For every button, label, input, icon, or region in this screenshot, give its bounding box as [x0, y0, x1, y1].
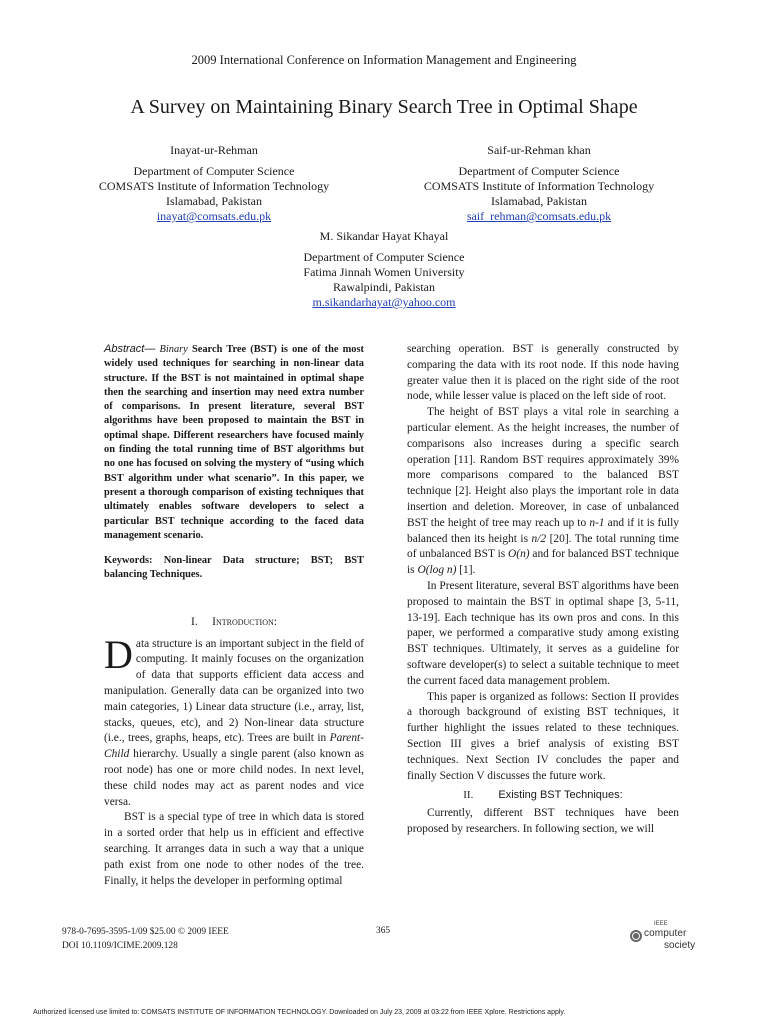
author-dept: Department of Computer Science — [458, 164, 620, 178]
author-email-link[interactable]: saif_rehman@comsats.edu.pk — [466, 209, 612, 223]
author-institute: COMSATS Institute of Information Technology — [423, 179, 655, 193]
text: [1]. — [459, 564, 476, 577]
text: and for balanced BST technique is — [407, 548, 679, 577]
section-title: Existing BST Techniques: — [498, 789, 623, 802]
section-heading-1 — [104, 615, 364, 631]
text: The height of BST plays a vital role in searching a particular element. As the height increases, the number of comparisons also increases during a specific search operation [11]. Random BST requires approximately 39% more comparisons compared to the balanced BST technique [2]. Height also plays the important role in data insertion and deletion. Moreover, in case of unbalanced BST the height of tree may reach up to — [407, 406, 679, 529]
section-number: II. — [463, 789, 474, 802]
doi-line: DOI 10.1109/ICIME.2009.128 — [62, 941, 178, 951]
right-paragraph-0: searching operation. BST is generally constructed by comparing the data with its root node. If this node having greater value then it is placed on the right side of the root node, while lesser value is placed on the left side of root. — [407, 343, 679, 403]
author-city: Islamabad, Pakistan — [166, 194, 262, 208]
footer-left — [62, 925, 229, 953]
intro-text: ata structure is an important subject in the field of computing. It mainly focuses on the organization of data that supports efficient data access and manipulation. Generally data can be organized into two main categories, 1) Linear data structure (i.e., array, list, stacks, queues, etc), and 2) Non-linear data structure (i.e., trees, graphs, heaps, etc). Trees are built in — [104, 637, 364, 745]
math-ologn: O(log n) — [417, 564, 457, 577]
author-name: M. Sikandar Hayat Khayal — [319, 229, 449, 243]
author-block-1 — [96, 143, 332, 224]
right-paragraph-2: In Present literature, several BST algorithms have been proposed to maintain the BST in optimal shape [3, 5-11, 13-19]. Each technique has its own pros and cons. In this paper, we performed a comparative study among existing BST techniques. Ultimately, it serves as a guideline for software developer(s) to select a suitable technique to meet the current faced data management problem. — [407, 579, 679, 687]
author-city: Rawalpindi, Pakistan — [333, 280, 435, 294]
text: [20]. The total running time of unbalanced BST is — [407, 532, 679, 561]
right-paragraph-1 — [407, 405, 679, 579]
italic-term: Parent-Child — [104, 732, 364, 761]
author-dept: Department of Computer Science — [303, 250, 465, 264]
right-paragraph-4: Currently, different BST techniques have been proposed by researchers. In following section, we will — [407, 807, 679, 835]
intro-text-end: hierarchy. Usually a single parent (also known as root node) has one or more child nodes. In next level, these child nodes may act as parent nodes and vice versa. — [104, 748, 364, 808]
author-block-3 — [260, 229, 508, 310]
isbn-line: 978-0-7695-3595-1/09 $25.00 © 2009 IEEE — [62, 927, 229, 937]
logo-computer-text: computer — [644, 928, 687, 939]
intro-paragraph-1 — [104, 631, 364, 811]
text: and if it is fully balanced then its height is — [407, 516, 679, 545]
author-block-2 — [420, 143, 658, 224]
conference-name: 2009 International Conference on Information Management and Engineering — [191, 53, 577, 67]
abstract — [104, 342, 364, 543]
author-dept: Department of Computer Science — [133, 164, 295, 178]
abstract-label: Abstract— — [104, 343, 156, 355]
author-city: Islamabad, Pakistan — [491, 194, 587, 208]
right-paragraph-3: This paper is organized as follows: Section II provides a thorough background of existing BST techniques, it further highlight the issues related to these techniques. Section III gives a brief analysis of existing BST techniques. Next Section IV concludes the paper and finally Section V discusses the future work. — [407, 690, 679, 782]
logo-ieee-text: IEEE — [654, 921, 668, 927]
author-name: Saif-ur-Rehman khan — [487, 143, 591, 157]
math-n1: n-1 — [589, 516, 605, 529]
left-column — [104, 342, 364, 889]
abstract-text: Search Tree (BST) is one of the most widely used techniques for searching in non-linear data structure. If the BST is not maintained in optimal shape then the searching and insertion may need extra number of comparisons. In present literature, several BST algorithms have been proposed to maintain the BST in optimal shape. Different researchers have focused mainly on finding the total running time of BST algorithms but no one has focused on solving the mystery of “using which BST algorithm under what scenario”. In this paper, we present a thorough comparison of existing techniques that ultimately enables software developers to select a particular BST technique according to the faced data management scenario. — [104, 344, 364, 541]
math-n2: n/2 — [531, 532, 547, 545]
right-column — [407, 342, 679, 838]
logo-society-text: society — [664, 940, 696, 951]
abstract-first-word: Binary — [159, 344, 188, 355]
drop-cap: D — [104, 631, 133, 677]
author-email-link[interactable]: inayat@comsats.edu.pk — [156, 209, 272, 223]
ieee-computer-society-logo — [630, 921, 696, 953]
page-number: 365 — [376, 926, 391, 936]
author-name: Inayat-ur-Rehman — [170, 143, 258, 157]
section-number: I. — [191, 615, 198, 628]
section-heading-2 — [407, 788, 679, 804]
paper-title: A Survey on Maintaining Binary Search Tree in Optimal Shape — [130, 96, 638, 118]
author-email-link[interactable]: m.sikandarhayat@yahoo.com — [312, 295, 456, 309]
author-institute: Fatima Jinnah Women University — [303, 265, 465, 279]
section-title: Introduction: — [212, 615, 277, 628]
keywords: Keywords: Non-linear Data structure; BST; BST balancing Techniques. — [104, 555, 364, 581]
math-on: O(n) — [508, 548, 530, 561]
logo-dot-icon — [633, 933, 639, 939]
license-notice: Authorized licensed use limited to: COMSATS INSTITUTE OF INFORMATION TECHNOLOGY. Downloaded on July 23, 2009 at 03:22 from IEEE Xplore. Restrictions apply. — [33, 1009, 566, 1016]
author-institute: COMSATS Institute of Information Technology — [98, 179, 330, 193]
intro-paragraph-2: BST is a special type of tree in which data is stored in a sorted order that help us in efficient and effective searching. It arranges data in such a way that a unique path exist from one node to other nodes of the tree. Finally, it helps the developer in performing optimal — [104, 811, 364, 887]
